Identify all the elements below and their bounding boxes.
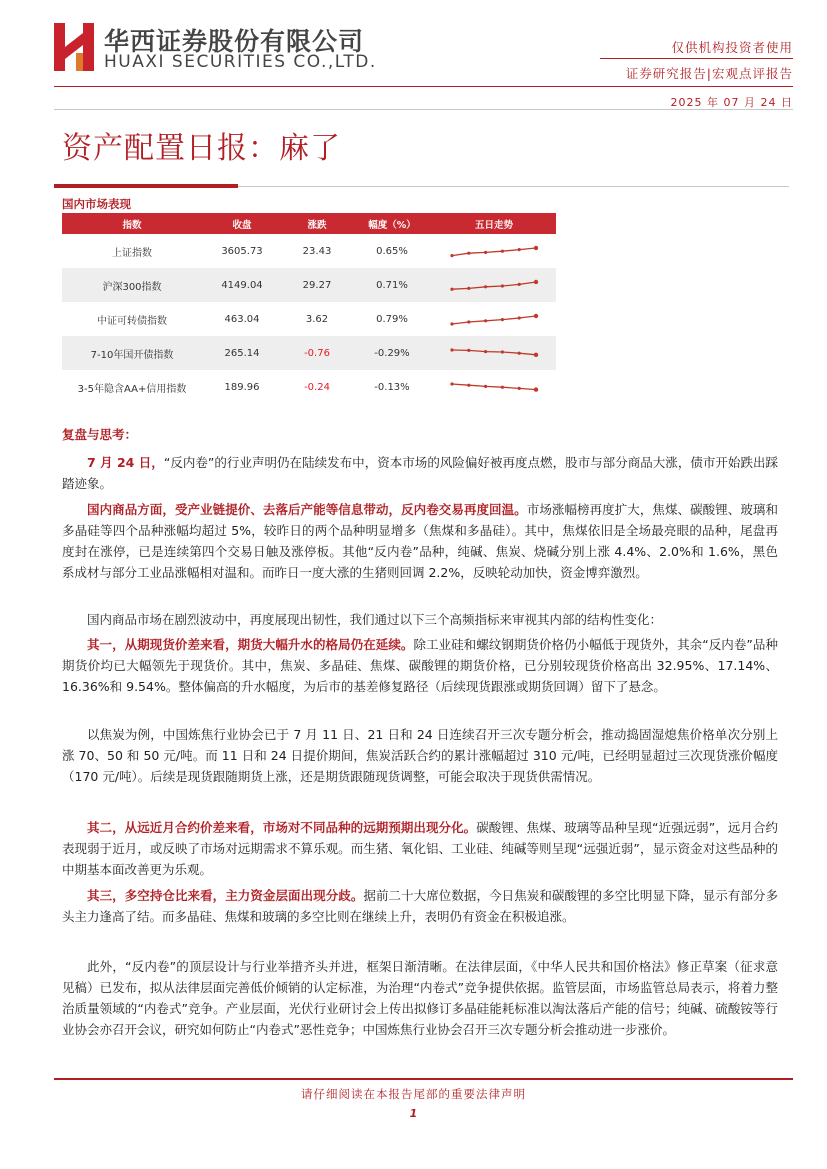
paragraph-5 [62,724,778,787]
paragraph-8-text: 此外，“反内卷”的顶层设计与行业举措齐头并进，框架日渐清晰。在法律层面，《中华人民共和国价格法》修正草案（征求意见稿）已发布，拟从法律层面完善低价倾销的认定标准，为治理“内卷式”竞争提供依据。监管层面，市场监管总局表示，将着力整治质量领域的“内卷式”竞争。产业层面，光伏行业研讨会上传出拟修订多晶硅能耗标准以淘汰落后产能的信号；纯碱、硫酸铵等行业协会亦召开会议，研究如何防止“内卷式”恶性竞争；中国炼焦行业协会召开三次专题分析会推动进一步涨价。 [62,959,778,1037]
index-name: 沪深300指数 [102,281,162,293]
trend-sparkline-cell [432,242,556,260]
trend-point [484,385,487,388]
trend-point [518,248,521,251]
paragraph-2-lead: 国内商品方面，受产业链提价、去落后产能等信息带动，反内卷交易再度回温。 [87,502,527,517]
close-value: 4149.04 [221,279,263,291]
trend-point [534,353,538,357]
section-rule [238,186,789,187]
trend-point [467,384,470,387]
trend-point [534,387,538,391]
paragraph-5-text: 以焦炭为例，中国炼焦行业协会已于 7 月 11 日、21 日和 24 日连续召开三次专题分析会，推动捣固湿熄焦价格单次分别上涨 70、50 和 50 元/吨。而 11 日和 24 日提价期间，焦炭活跃合约的累计涨幅超过 310 元/吨，已经明显超过三次现货涨价幅度（170 元/吨）。后续是现货跟随期货上涨，还是期货跟随现货调整，可能会取决于现货供需情况。 [62,727,778,784]
trend-point [518,387,521,390]
trend-point [467,320,470,323]
change-value: 23.43 [302,245,332,257]
trend-point [518,283,521,286]
index-name: 上证指数 [112,247,152,259]
trend-line [452,350,536,355]
index-name: 7-10年国开债指数 [90,349,174,361]
paragraph-6-lead: 其二，从远近月合约价差来看，市场对不同品种的远期预期出现分化。 [87,820,477,835]
trend-sparkline-cell [432,310,556,328]
paragraph-6-text: 碳酸锂、焦煤、玻璃等品种呈现“近强远弱”，远月合约表现弱于近月，或反映了市场对远期需求不算乐观。而生猪、氧化铝、工业硅、纯碱等则呈现“远强近弱”，显示资金对这些品种的中期基本面改善更为乐观。 [62,820,778,877]
col-header-pct: 幅度（%） [368,219,416,231]
paragraph-4 [62,634,778,697]
review-heading: 复盘与思考： [62,427,138,442]
company-name-cn: 华西证券股份有限公司 [104,27,365,56]
date-rule [54,109,793,110]
paragraph-1-lead: 7 月 24 日， [87,455,164,470]
trend-point [467,287,470,290]
close-value: 463.04 [224,313,260,325]
pct-value: 0.71% [376,279,408,291]
paragraph-1-text: “反内卷”的行业声明仍在陆续发布中，资本市场的风险偏好被再度点燃，股市与部分商品大涨，债市开始跌出踩踏迹象。 [62,455,778,491]
index-name: 中证可转债指数 [97,315,167,327]
trend-sparkline-cell [432,378,556,396]
trend-point [450,254,453,257]
trend-sparkline [448,310,540,328]
close-value: 189.96 [224,381,260,393]
trend-sparkline [448,378,540,396]
table-row [62,268,556,302]
paragraph-2-text: 市场涨幅榜再度扩大，焦煤、碳酸锂、玻璃和多晶硅等四个品种涨幅均超过 5%，较昨日的两个品种明显增多（焦煤和多晶硅）。其中，焦煤依旧是全场最亮眼的品种，尾盘再度封在涨停，已是连续第四个交易日触及涨停板。其他“反内卷”品种，纯碱、焦炭、烧碱分别上涨 4.4%、2.0%和 1.6%，黑色系成材与部分工业品涨幅相对温和。而昨日一度大涨的生猪则回调 2.2%，反映轮动加快，资金博弈激烈。 [62,502,778,580]
paragraph-7-lead: 其三，多空持仓比来看，主力资金层面出现分歧。 [87,888,364,903]
report-title: 资产配置日报：麻了 [62,131,341,166]
trend-point [534,246,538,250]
change-value: -0.76 [304,347,330,359]
trend-point [501,386,504,389]
paragraph-7 [62,885,778,927]
table-header [62,213,556,234]
report-date: 2025 年 07 月 24 日 [670,96,793,109]
market-table-title: 国内市场表现 [62,197,131,211]
paragraph-3-text: 国内商品市场在剧烈波动中，再度展现出韧性，我们通过以下三个高频指标来审视其内部的结构性变化： [87,612,663,627]
trend-sparkline [448,276,540,294]
trend-point [484,251,487,254]
trend-sparkline [448,344,540,362]
trend-point [467,252,470,255]
change-value: -0.24 [304,381,330,393]
change-value: 3.62 [305,313,329,325]
trend-point [518,352,521,355]
pct-value: 0.79% [376,313,408,325]
trend-point [518,316,521,319]
paragraph-6 [62,817,778,880]
trend-point [467,349,470,352]
trend-point [450,348,453,351]
table-row [62,302,556,336]
page-number: 1 [409,1107,418,1120]
paragraph-7-text: 据前二十大席位数据，今日焦炭和碳酸锂的多空比明显下降，显示有部分多头主力逢高了结。而多晶硅、焦煤和玻璃的多空比则在继续上升，表明仍有资金在积极追涨。 [62,888,778,924]
pct-value: 0.65% [376,245,408,257]
paragraph-4-lead: 其一，从期现货价差来看，期货大幅升水的格局仍在延续。 [87,637,414,652]
trend-sparkline [448,242,540,260]
trend-point [501,318,504,321]
col-header-close: 收盘 [232,219,252,231]
trend-sparkline-cell [432,344,556,362]
paragraph-1 [62,452,778,494]
trend-sparkline-cell [432,276,556,294]
index-name: 3-5年隐含AA+信用指数 [77,383,187,395]
paragraph-4-text: 除工业硅和螺纹钢期货价格仍小幅低于现货外，其余“反内卷”品种期货价均已大幅领先于现货价。其中，焦炭、多晶硅、焦煤、碳酸锂的期货价格，已分别较现货价格高出 32.95%、17.14%、16.36%和 9.54%。整体偏高的升水幅度，为后市的基差修复路径（后续现货跟涨或期货回调）留下了悬念。 [62,637,778,694]
col-header-trend: 五日走势 [474,219,513,231]
header-rule [54,86,793,87]
section-bar [54,184,238,188]
trend-line [452,248,536,256]
footer-rule [54,1078,793,1080]
col-header-change: 涨跌 [307,219,327,231]
legal-notice: 请仔细阅读在本报告尾部的重要法律声明 [301,1087,526,1101]
trend-point [501,284,504,287]
trend-point [534,280,538,284]
trend-point [484,350,487,353]
company-name-en: HUAXI SECURITIES CO.,LTD. [104,52,377,72]
trend-line [452,316,536,324]
trend-line [452,282,536,289]
pct-value: -0.13% [374,381,410,393]
pct-value: -0.29% [374,347,410,359]
col-header-index: 指数 [122,219,142,231]
trend-point [534,314,538,318]
change-value: 29.27 [302,279,332,291]
paragraph-2 [62,499,778,583]
trend-point [501,250,504,253]
huaxi-logo-mark [54,23,94,71]
table-row [62,370,556,404]
table-row [62,234,556,268]
header-divider [600,58,793,59]
market-table [62,213,556,404]
paragraph-3 [62,609,778,630]
close-value: 3605.73 [221,245,263,257]
trend-line [452,384,536,390]
paragraph-8 [62,956,778,1040]
trend-point [450,382,453,385]
report-type: 证券研究报告|宏观点评报告 [625,66,793,81]
trend-point [450,288,453,291]
table-row [62,336,556,370]
audience-note: 仅供机构投资者使用 [671,40,793,55]
trend-point [484,285,487,288]
trend-point [484,319,487,322]
trend-point [450,322,453,325]
trend-point [501,350,504,353]
close-value: 265.14 [224,347,260,359]
